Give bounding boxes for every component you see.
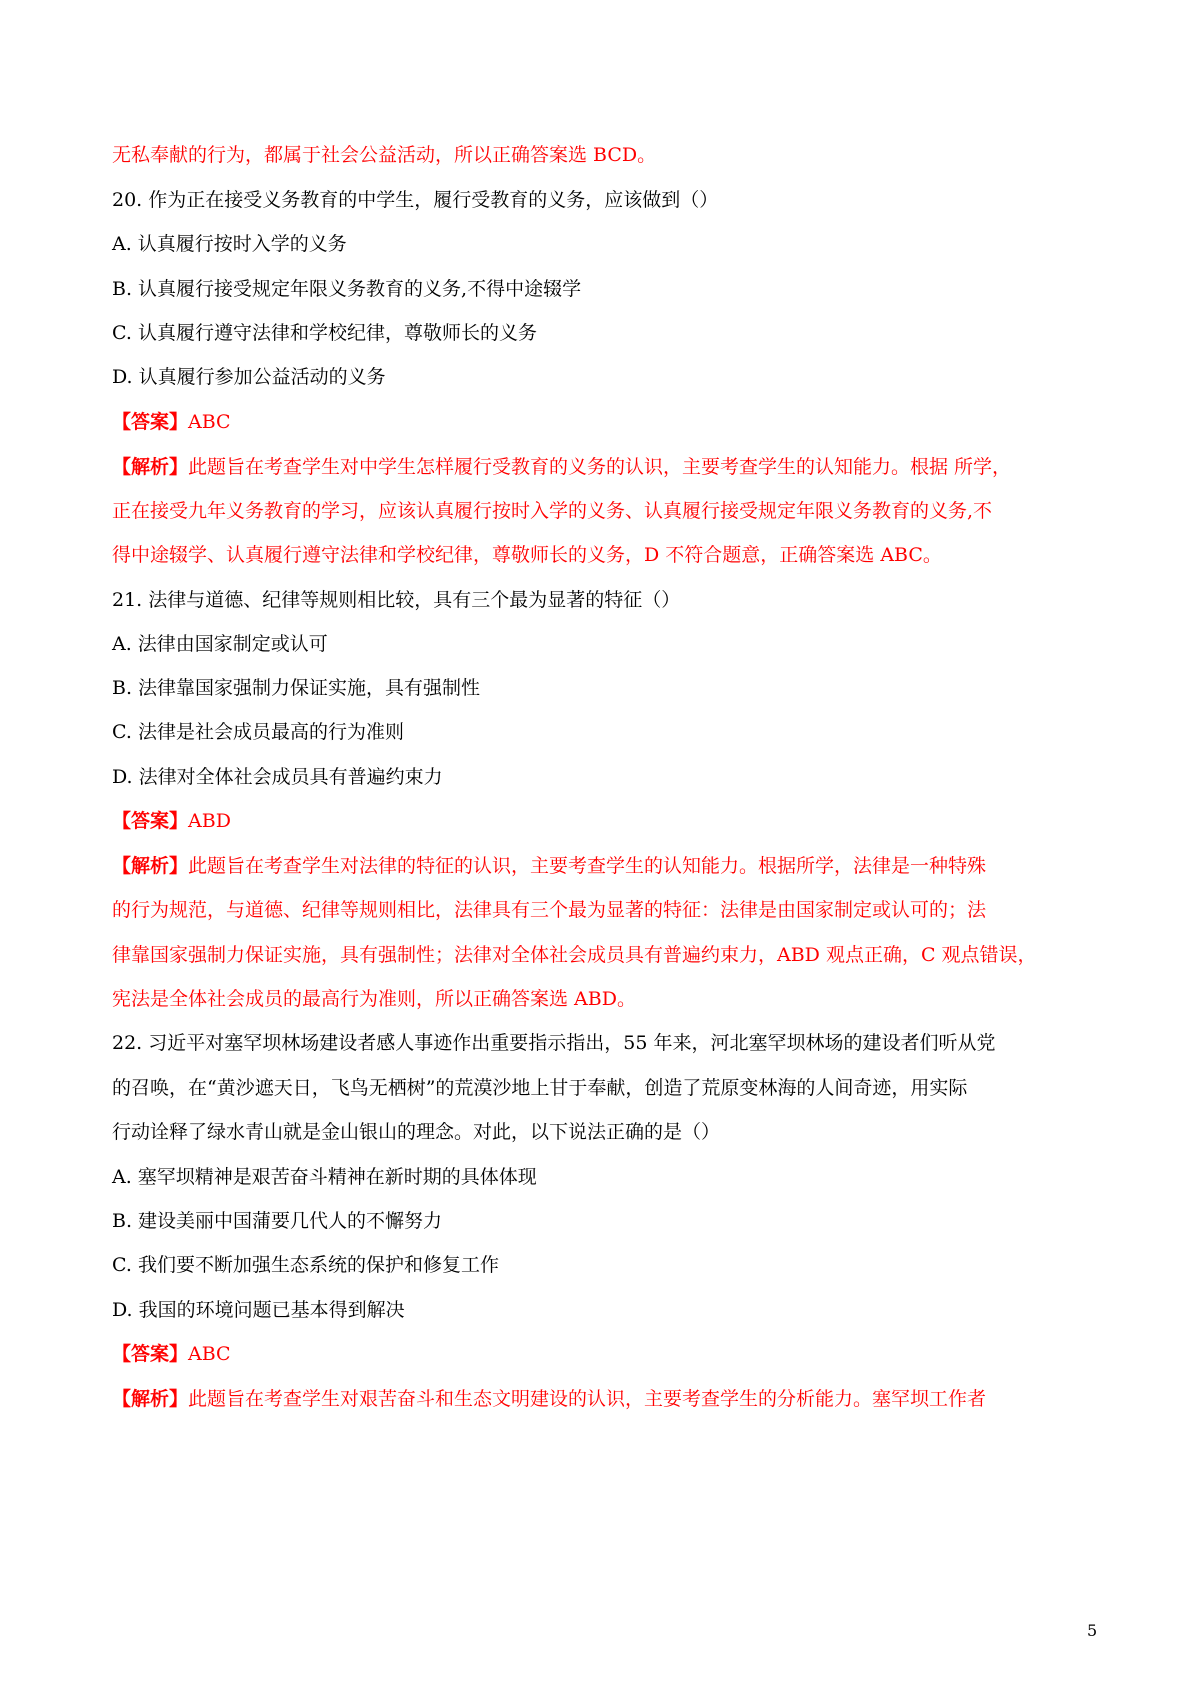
explanation-line: 无私奉献的行为，都属于社会公益活动，所以正确答案选 BCD。 <box>112 144 657 166</box>
explanation-label: 【解析】 <box>112 456 189 478</box>
question-stem: 22. 习近平对塞罕坝林场建设者感人事迹作出重要指示指出，55 年来，河北塞罕坝林场的建设者们听从党 <box>112 1032 996 1054</box>
option-a: A. 法律由国家制定或认可 <box>112 633 328 655</box>
explanation-line: 的行为规范，与道德、纪律等规则相比，法律具有三个最为显著的特征：法律是由国家制定或认可的；法 <box>112 899 987 921</box>
explanation-label: 【解析】 <box>112 855 189 877</box>
explanation-line: 律靠国家强制力保证实施，具有强制性；法律对全体社会成员具有普遍约束力，ABD 观点正确，C 观点错误， <box>112 944 1037 966</box>
option-a: A. 塞罕坝精神是艰苦奋斗精神在新时期的具体体现 <box>112 1166 537 1188</box>
page-number: 5 <box>1087 1621 1098 1640</box>
answer-value: ABC <box>188 1343 231 1365</box>
question-stem: 20. 作为正在接受义务教育的中学生，履行受教育的义务，应该做到（） <box>112 189 719 211</box>
answer-value: ABC <box>188 411 231 433</box>
explanation-label: 【解析】 <box>112 1388 189 1410</box>
answer-line <box>112 409 1102 435</box>
explanation-line: 【解析】此题旨在考查学生对中学生怎样履行受教育的义务的认识，主要考查学生的认知能力。根据 所学， <box>112 456 1012 478</box>
option-b: B. 法律靠国家强制力保证实施，具有强制性 <box>112 677 481 699</box>
option-b: B. 认真履行接受规定年限义务教育的义务,不得中途辍学 <box>112 278 582 300</box>
option-c: C. 认真履行遵守法律和学校纪律，尊敬师长的义务 <box>112 322 537 344</box>
option-d: D. 我国的环境问题已基本得到解决 <box>112 1299 405 1321</box>
option-a: A. 认真履行按时入学的义务 <box>112 233 347 255</box>
option-d: D. 认真履行参加公益活动的义务 <box>112 366 386 388</box>
answer-label: 【答案】 <box>112 411 189 433</box>
question-stem: 的召唤，在“黄沙遮天日，飞鸟无栖树”的荒漠沙地上甘于奉献，创造了荒原变林海的人间奇迹，用实际 <box>112 1077 968 1099</box>
explanation-line: 正在接受九年义务教育的学习，应该认真履行按时入学的义务、认真履行接受规定年限义务教育的义务,不 <box>112 500 993 522</box>
question-stem: 21. 法律与道德、纪律等规则相比较，具有三个最为显著的特征（） <box>112 589 681 611</box>
explanation-line: 宪法是全体社会成员的最高行为准则，所以正确答案选 ABD。 <box>112 988 636 1010</box>
explanation-line: 【解析】此题旨在考查学生对法律的特征的认识，主要考查学生的认知能力。根据所学，法律是一种特殊 <box>112 855 987 877</box>
answer-value: ABD <box>188 810 231 832</box>
option-b: B. 建设美丽中国蒲要几代人的不懈努力 <box>112 1210 443 1232</box>
answer-line <box>112 1341 1102 1367</box>
option-c: C. 法律是社会成员最高的行为准则 <box>112 721 404 743</box>
explanation-line: 【解析】此题旨在考查学生对艰苦奋斗和生态文明建设的认识，主要考查学生的分析能力。塞罕坝工作者 <box>112 1388 987 1410</box>
option-c: C. 我们要不断加强生态系统的保护和修复工作 <box>112 1254 499 1276</box>
explanation-line: 得中途辍学、认真履行遵守法律和学校纪律，尊敬师长的义务，D 不符合题意，正确答案选 ABC。 <box>112 544 942 566</box>
answer-line <box>112 808 1102 834</box>
answer-label: 【答案】 <box>112 810 189 832</box>
answer-label: 【答案】 <box>112 1343 189 1365</box>
option-d: D. 法律对全体社会成员具有普遍约束力 <box>112 766 443 788</box>
question-stem: 行动诠释了绿水青山就是金山银山的理念。对此，以下说法正确的是（） <box>112 1121 721 1143</box>
